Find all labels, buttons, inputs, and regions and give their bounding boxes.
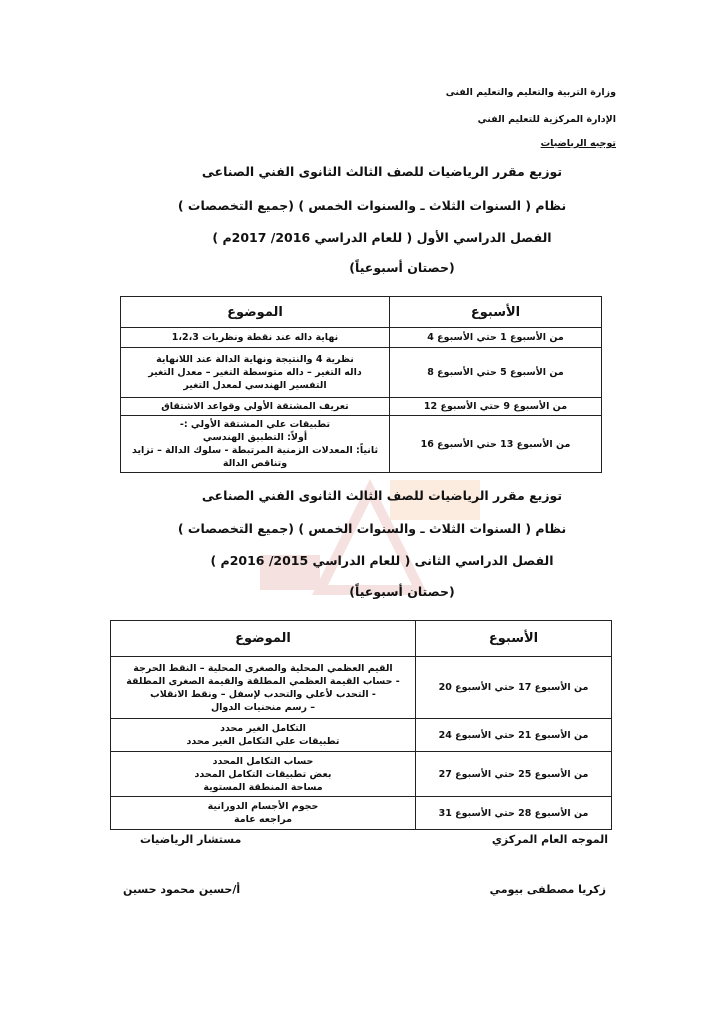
topic-cell — [111, 752, 416, 797]
topic-line: مراجعه عامة — [233, 814, 293, 825]
term1-semester: الفصل الدراسي الأول ( للعام الدراسي 2016/ 2017م ) — [212, 230, 552, 245]
term2-system: نظام ( السنوات الثلاث ـ والسنوات الخمس ) (جميع التخصصات ) — [177, 521, 567, 536]
topic-cell — [121, 416, 390, 473]
table-row — [121, 398, 602, 416]
topic-cell — [121, 348, 390, 398]
table-row — [121, 328, 602, 348]
topic-cell — [111, 719, 416, 752]
advisor-title: مستشار الرياضيات — [140, 833, 242, 846]
week-range-cell: من الأسبوع 17 حتي الأسبوع 20 — [416, 657, 612, 719]
table-row — [121, 348, 602, 398]
topic-line: تعريف المشتقة الأولي وقواعد الاشتقاق — [161, 401, 349, 412]
topic-line: القيم العظمي المحلية والصغرى المحلية – النقط الحرجة — [133, 662, 393, 674]
topic-line: نظرية 4 والنتيجة ونهاية الدالة عند اللانهاية — [156, 354, 354, 365]
week-range-cell: من الأسبوع 21 حتي الأسبوع 24 — [416, 719, 612, 752]
term2-periods: (حصتان أسبوعياً) — [349, 584, 455, 599]
topic-line: حساب التكامل المحدد — [212, 755, 314, 767]
topic-line: – رسم منحنيات الدوال — [210, 701, 316, 713]
column-header-topic: الموضوع — [111, 621, 416, 657]
column-header-week: الأسبوع — [416, 621, 612, 657]
topic-line: حجوم الأجسام الدورانية — [207, 801, 319, 812]
director-title: الموجه العام المركزي — [491, 833, 608, 846]
director-name: زكريا مصطفى بيومي — [489, 883, 606, 896]
topic-cell — [121, 398, 390, 416]
term1-title: توزيع مقرر الرياضيات للصف الثالث الثانوى الفني الصناعى — [201, 164, 563, 179]
ministry-line: وزارة التربية والتعليم والتعليم الفنى — [445, 87, 616, 98]
term1-schedule-table — [120, 296, 602, 473]
topic-line: وتناقص الدالة — [222, 458, 288, 469]
topic-cell — [111, 797, 416, 830]
topic-cell — [121, 328, 390, 348]
math-guidance-line: توجيه الرياضيات — [540, 138, 616, 149]
term1-system: نظام ( السنوات الثلاث ـ والسنوات الخمس ) (جميع التخصصات ) — [177, 198, 567, 213]
topic-line: داله التغير – داله متوسطة التغير – معدل التغير — [148, 367, 362, 378]
topic-line: مساحة المنطقة المستوية — [203, 781, 323, 793]
topic-line: التكامل الغير محدد — [220, 723, 306, 734]
week-range-cell: من الأسبوع 9 حتي الأسبوع 12 — [390, 398, 602, 416]
central-admin-line: الإدارة المركزية للتعليم الفني — [477, 114, 616, 125]
week-range-cell: من الأسبوع 25 حتي الأسبوع 27 — [416, 752, 612, 797]
topic-line: أولاً: التطبيق الهندسي — [202, 432, 308, 443]
advisor-name: أ/حسين محمود حسين — [123, 883, 241, 896]
term2-title: توزيع مقرر الرياضيات للصف الثالث الثانوى الفني الصناعى — [201, 488, 563, 503]
column-header-topic: الموضوع — [121, 297, 390, 328]
topic-cell — [111, 657, 416, 719]
topic-line: تطبيقات علي المشتقة الأولي :- — [179, 419, 331, 430]
table-row — [121, 416, 602, 473]
week-range-cell: من الأسبوع 5 حتي الأسبوع 8 — [390, 348, 602, 398]
topic-line: تطبيقات علي التكامل الغير محدد — [186, 736, 340, 747]
table-row — [111, 657, 612, 719]
column-header-week: الأسبوع — [390, 297, 602, 328]
term2-schedule-table — [110, 620, 612, 830]
term2-semester: الفصل الدراسي الثانى ( للعام الدراسي 2015/ 2016م ) — [210, 553, 554, 568]
table-row — [111, 719, 612, 752]
term1-periods: (حصتان أسبوعياً) — [349, 260, 455, 275]
week-range-cell: من الأسبوع 13 حتي الأسبوع 16 — [390, 416, 602, 473]
table-row — [111, 752, 612, 797]
topic-line: - التحدب لأعلي والتحدب لإسفل – ونقط الانقلاب — [150, 688, 376, 700]
week-range-cell: من الأسبوع 1 حتي الأسبوع 4 — [390, 328, 602, 348]
topic-line: التفسير الهندسي لمعدل التغير — [183, 380, 327, 391]
topic-line: نهاية داله عند نقطة ونظريات 1،2،3 — [171, 332, 339, 343]
table-row — [111, 797, 612, 830]
topic-line: - حساب القيمة العظمي المطلقة والقيمة الصغرى المطلقة — [126, 675, 400, 687]
document-header — [446, 86, 616, 151]
topic-line: ثانياً: المعدلات الزمنية المرتبطة - سلوك الدالة – تزايد — [131, 445, 379, 456]
week-range-cell: من الأسبوع 28 حتي الأسبوع 31 — [416, 797, 612, 830]
topic-line: بعض تطبيقات التكامل المحدد — [194, 768, 332, 780]
